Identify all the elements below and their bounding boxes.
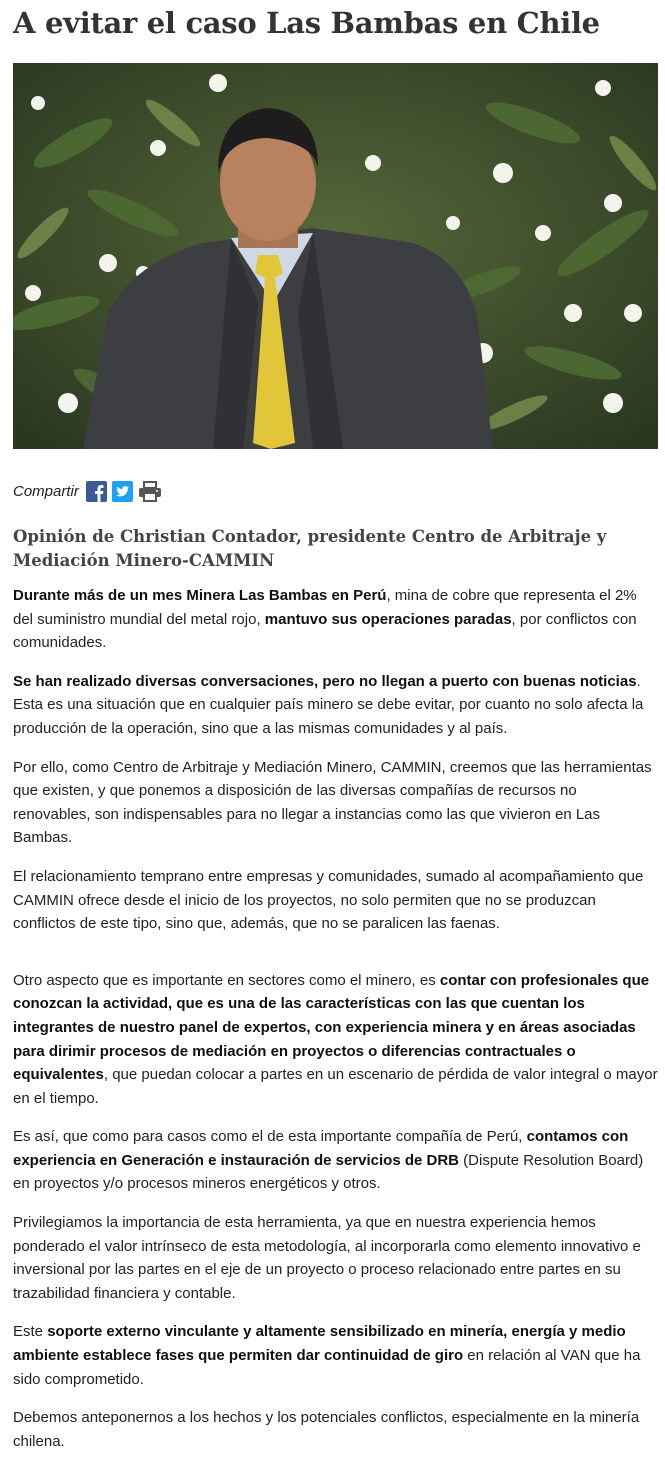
share-label: Compartir — [13, 482, 79, 500]
article-subtitle: Opinión de Christian Contador, presidente Centro de Arbitraje y Mediación Minero-CAMMIN — [13, 527, 607, 570]
bold-text: contar con profesionales que conozcan la actividad, que es una de las características con las que cuentan los integrantes de nuestro panel de expertos, con experiencia minera y en áreas asociadas para dirimir procesos de mediación en proyectos o diferencias contractuales o equivalentes — [13, 971, 650, 1084]
article-paragraph — [13, 670, 658, 741]
paragraph-text: (Dispute Resolution Board) en proyectos y/o procesos mineros energéticos y otros. — [13, 1151, 644, 1193]
paragraph-text: Por ello, como Centro de Arbitraje y Mediación Minero, CAMMIN, creemos que las herramientas que existen, y que ponemos a disposición de las diversas compañías de recursos no renovables, son indispensables para no llegar a instancias como las que vivieron en Las Bambas. — [13, 758, 652, 847]
bold-text: Se han realizado diversas conversaciones, pero no llegan a puerto con buenas noticias — [13, 672, 637, 690]
article-paragraph — [13, 1406, 658, 1453]
article-paragraph — [13, 584, 658, 655]
article-paragraph — [13, 756, 658, 850]
paragraph-text: , mina de cobre que representa el 2% del suministro mundial del metal rojo, — [13, 587, 637, 628]
paragraph-text: Debemos anteponernos a los hechos y los potenciales conflictos, especialmente en la minería chilena. — [13, 1409, 640, 1450]
article-paragraph — [13, 1320, 658, 1391]
article-paragraph — [13, 1125, 658, 1196]
print-icon[interactable] — [138, 481, 162, 502]
bold-text: Durante más de un mes Minera Las Bambas en Perú — [13, 587, 387, 604]
twitter-icon[interactable] — [112, 481, 133, 502]
facebook-icon[interactable] — [86, 481, 107, 502]
article-paragraph — [13, 969, 658, 1111]
paragraph-text: , por conflictos con comunidades. — [13, 610, 637, 652]
article-photo — [13, 63, 658, 449]
paragraph-text: Es así, que como para casos como el de esta importante compañía de Perú, — [13, 1128, 527, 1146]
article-title: A evitar el caso Las Bambas en Chile — [13, 6, 600, 40]
paragraph-text: en relación al VAN que ha sido comprometido. — [13, 1347, 641, 1388]
paragraph-text: . Esta es una situación que en cualquier país minero se debe evitar, por cuanto no solo afecta la producción de la operación, sino que a las mismas comunidades y al país. — [13, 672, 644, 737]
paragraph-text: Este — [13, 1323, 48, 1341]
bold-text: mantuvo sus operaciones paradas — [264, 610, 512, 628]
article-paragraph — [13, 1211, 658, 1305]
paragraph-text: El relacionamiento temprano entre empresas y comunidades, sumado al acompañamiento que CAMMIN ofrece desde el inicio de los proyectos, no solo permiten que no se produzcan conflictos de este tipo, sino que, además, que no se paralicen las faenas. — [13, 867, 644, 933]
bold-text: contamos con experiencia en Generación e instauración de servicios de DRB — [13, 1128, 629, 1169]
article-body — [13, 584, 658, 1468]
paragraph-text: Otro aspecto que es importante en sectores como el minero, es — [13, 971, 440, 989]
bold-text: soporte externo vinculante y altamente sensibilizado en minería, energía y medio ambiente establece fases que permiten dar continuidad de giro — [13, 1323, 626, 1365]
share-bar — [13, 478, 167, 504]
paragraph-text: Privilegiamos la importancia de esta herramienta, ya que en nuestra experiencia hemos ponderado el valor intrínseco de esta metodología, al incorporarla como elemento innovativo e inversional por las partes en el eje de un proyecto o proceso relacionado entre partes en su trazabilidad financiera y contable. — [13, 1214, 641, 1302]
article-paragraph — [13, 865, 658, 936]
paragraph-text: , que puedan colocar a partes en un escenario de pérdida de valor integral o mayor en el tiempo. — [13, 1066, 658, 1107]
